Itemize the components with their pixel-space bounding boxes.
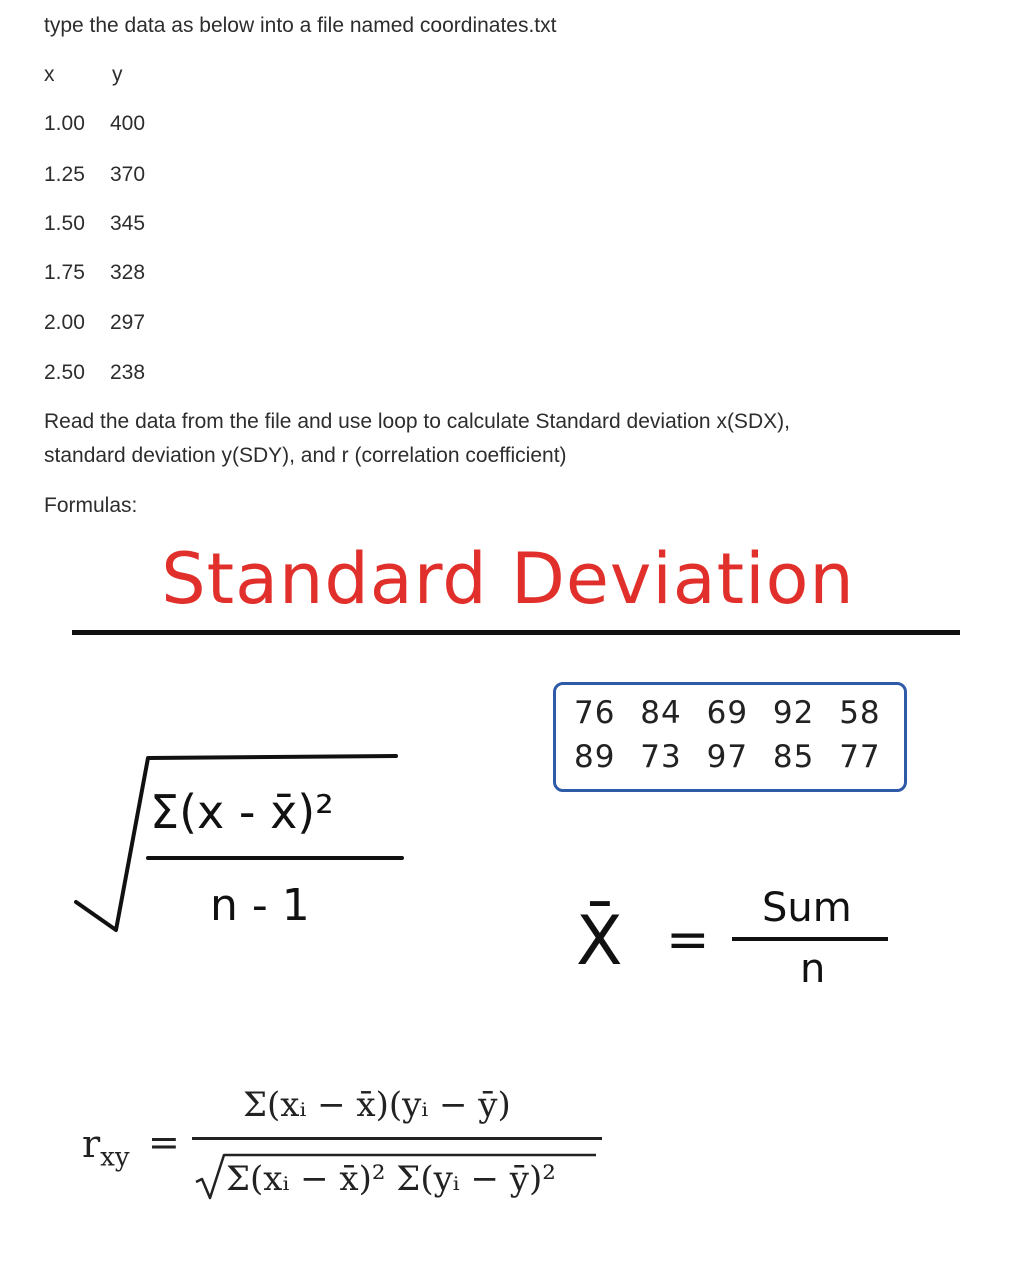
r-equals: =	[148, 1120, 180, 1164]
x-value: 1.25	[44, 163, 85, 186]
task-line-2: standard deviation y(SDY), and r (correlation coefficient)	[44, 444, 567, 467]
task-line-1: Read the data from the file and use loop to calculate Standard deviation x(SDX),	[44, 410, 790, 433]
mean-denominator: n	[800, 946, 826, 992]
table-row	[44, 260, 145, 286]
x-value: 1.00	[44, 112, 85, 135]
y-value: 345	[110, 212, 146, 235]
x-value: 2.50	[44, 361, 85, 384]
y-value: 328	[110, 261, 146, 284]
table-row	[44, 111, 145, 137]
numbers-row-1: 76 84 69 92 58	[574, 695, 881, 731]
y-value: 238	[110, 361, 146, 384]
header-x: x	[44, 63, 55, 86]
y-value: 370	[110, 163, 146, 186]
r-lhs	[82, 1122, 130, 1180]
table-row	[44, 211, 145, 237]
mean-numerator: Sum	[762, 885, 852, 931]
mean-equals: =	[666, 910, 710, 970]
r-denominator: Σ(xᵢ − x̄)² Σ(yᵢ − ȳ)²	[226, 1159, 556, 1199]
r-subscript: xy	[100, 1142, 130, 1173]
image-title: Standard Deviation	[161, 538, 855, 620]
y-value: 400	[110, 112, 146, 135]
r-numerator: Σ(xᵢ − x̄)(yᵢ − ȳ)	[243, 1085, 511, 1125]
header-y: y	[112, 63, 123, 86]
sd-numerator: Σ(x - x̄)²	[150, 785, 334, 839]
title-divider	[72, 630, 960, 635]
table-row	[44, 310, 145, 336]
r-symbol: r	[82, 1122, 101, 1166]
instruction-text: type the data as below into a file named coordinates.txt	[44, 14, 557, 37]
x-value: 2.00	[44, 311, 85, 334]
formulas-label: Formulas:	[44, 494, 138, 517]
sample-numbers-box	[553, 682, 907, 792]
mean-lhs: X̄	[576, 902, 623, 981]
numbers-row-2: 89 73 97 85 77	[574, 739, 881, 775]
table-row	[44, 162, 145, 188]
mean-fraction-bar	[732, 937, 888, 941]
y-value: 297	[110, 311, 146, 334]
sd-denominator: n - 1	[210, 880, 310, 931]
x-value: 1.75	[44, 261, 85, 284]
r-fraction-bar	[192, 1137, 602, 1140]
table-row	[44, 360, 145, 386]
x-value: 1.50	[44, 212, 85, 235]
